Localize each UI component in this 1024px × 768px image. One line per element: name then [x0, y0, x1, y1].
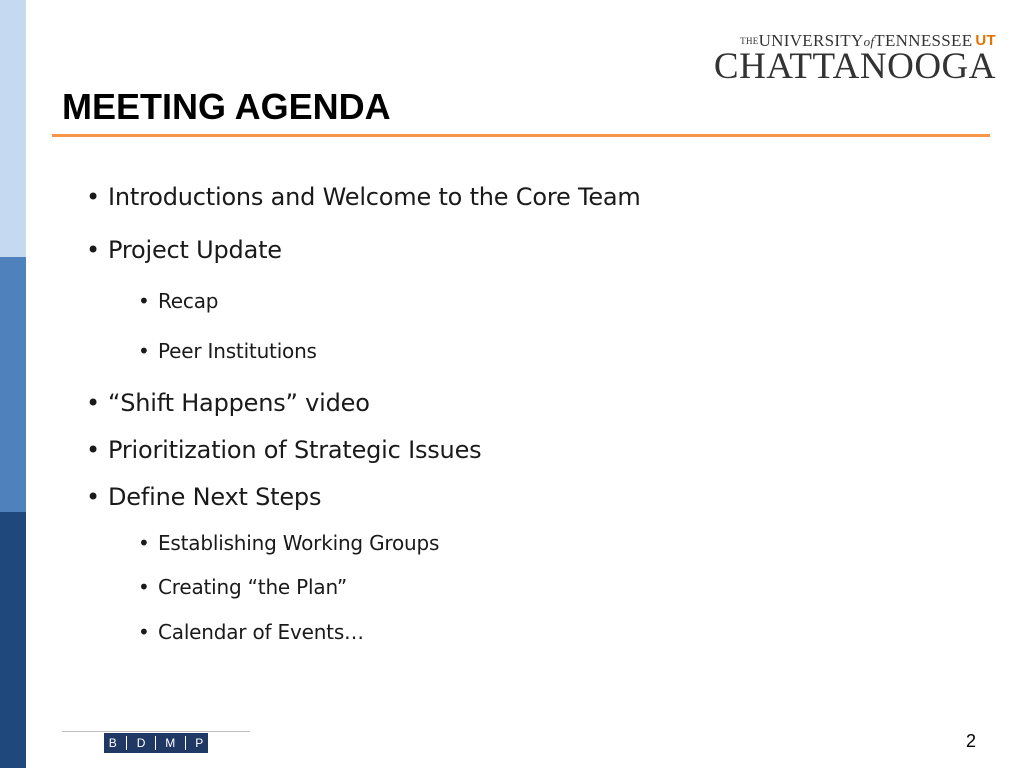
agenda-subitem — [138, 530, 439, 556]
agenda-item-text: Introductions and Welcome to the Core Team — [108, 183, 641, 211]
agenda-subitem-text: Creating “the Plan” — [158, 575, 347, 599]
bdmp-logo-letter: M — [165, 736, 176, 750]
agenda-item — [86, 182, 641, 212]
bdmp-logo — [104, 733, 208, 753]
logo-chattanooga: CHATTANOOGA — [713, 46, 996, 87]
bullet-icon: • — [138, 531, 150, 555]
agenda-item-text: “Shift Happens” video — [108, 389, 370, 417]
bullet-icon: • — [86, 389, 101, 417]
agenda-item — [86, 235, 282, 265]
bullet-icon: • — [86, 483, 101, 511]
footer-divider — [62, 731, 250, 732]
bullet-icon: • — [138, 575, 150, 599]
bullet-icon: • — [138, 289, 150, 313]
logo-the: THE — [740, 36, 759, 46]
bullet-icon: • — [86, 236, 101, 264]
agenda-item — [86, 435, 481, 465]
bdmp-logo-separator — [185, 736, 186, 750]
bullet-icon: • — [86, 183, 101, 211]
bdmp-logo-separator — [155, 736, 156, 750]
page-number: 2 — [966, 731, 977, 751]
bullet-icon: • — [138, 339, 150, 363]
agenda-subitem-text: Establishing Working Groups — [158, 531, 440, 555]
ut-mark-icon: UT — [975, 32, 996, 49]
logo-of: of — [863, 34, 875, 49]
agenda-subitem — [138, 338, 317, 364]
agenda-subitem — [138, 574, 347, 600]
logo-university: UNIVERSITY — [758, 31, 864, 50]
bdmp-logo-letter: P — [195, 736, 204, 750]
bullet-icon: • — [86, 436, 101, 464]
agenda-item — [86, 482, 321, 512]
slide-title: MEETING AGENDA — [62, 86, 391, 127]
agenda-item — [86, 388, 370, 418]
agenda-item-text: Project Update — [108, 236, 282, 264]
bullet-icon: • — [138, 620, 150, 644]
bdmp-logo-separator — [126, 736, 127, 750]
agenda-subitem-text: Calendar of Events… — [158, 620, 364, 644]
agenda-subitem — [138, 288, 218, 314]
agenda-subitem-text: Recap — [158, 289, 219, 313]
agenda-item-text: Define Next Steps — [108, 483, 322, 511]
agenda-subitem-text: Peer Institutions — [158, 339, 317, 363]
agenda-subitem — [138, 619, 364, 645]
logo-tennessee: TENNESSEE — [874, 31, 973, 50]
agenda-item-text: Prioritization of Strategic Issues — [108, 436, 482, 464]
bdmp-logo-letter: B — [108, 736, 117, 750]
bdmp-logo-letter: D — [136, 736, 146, 750]
